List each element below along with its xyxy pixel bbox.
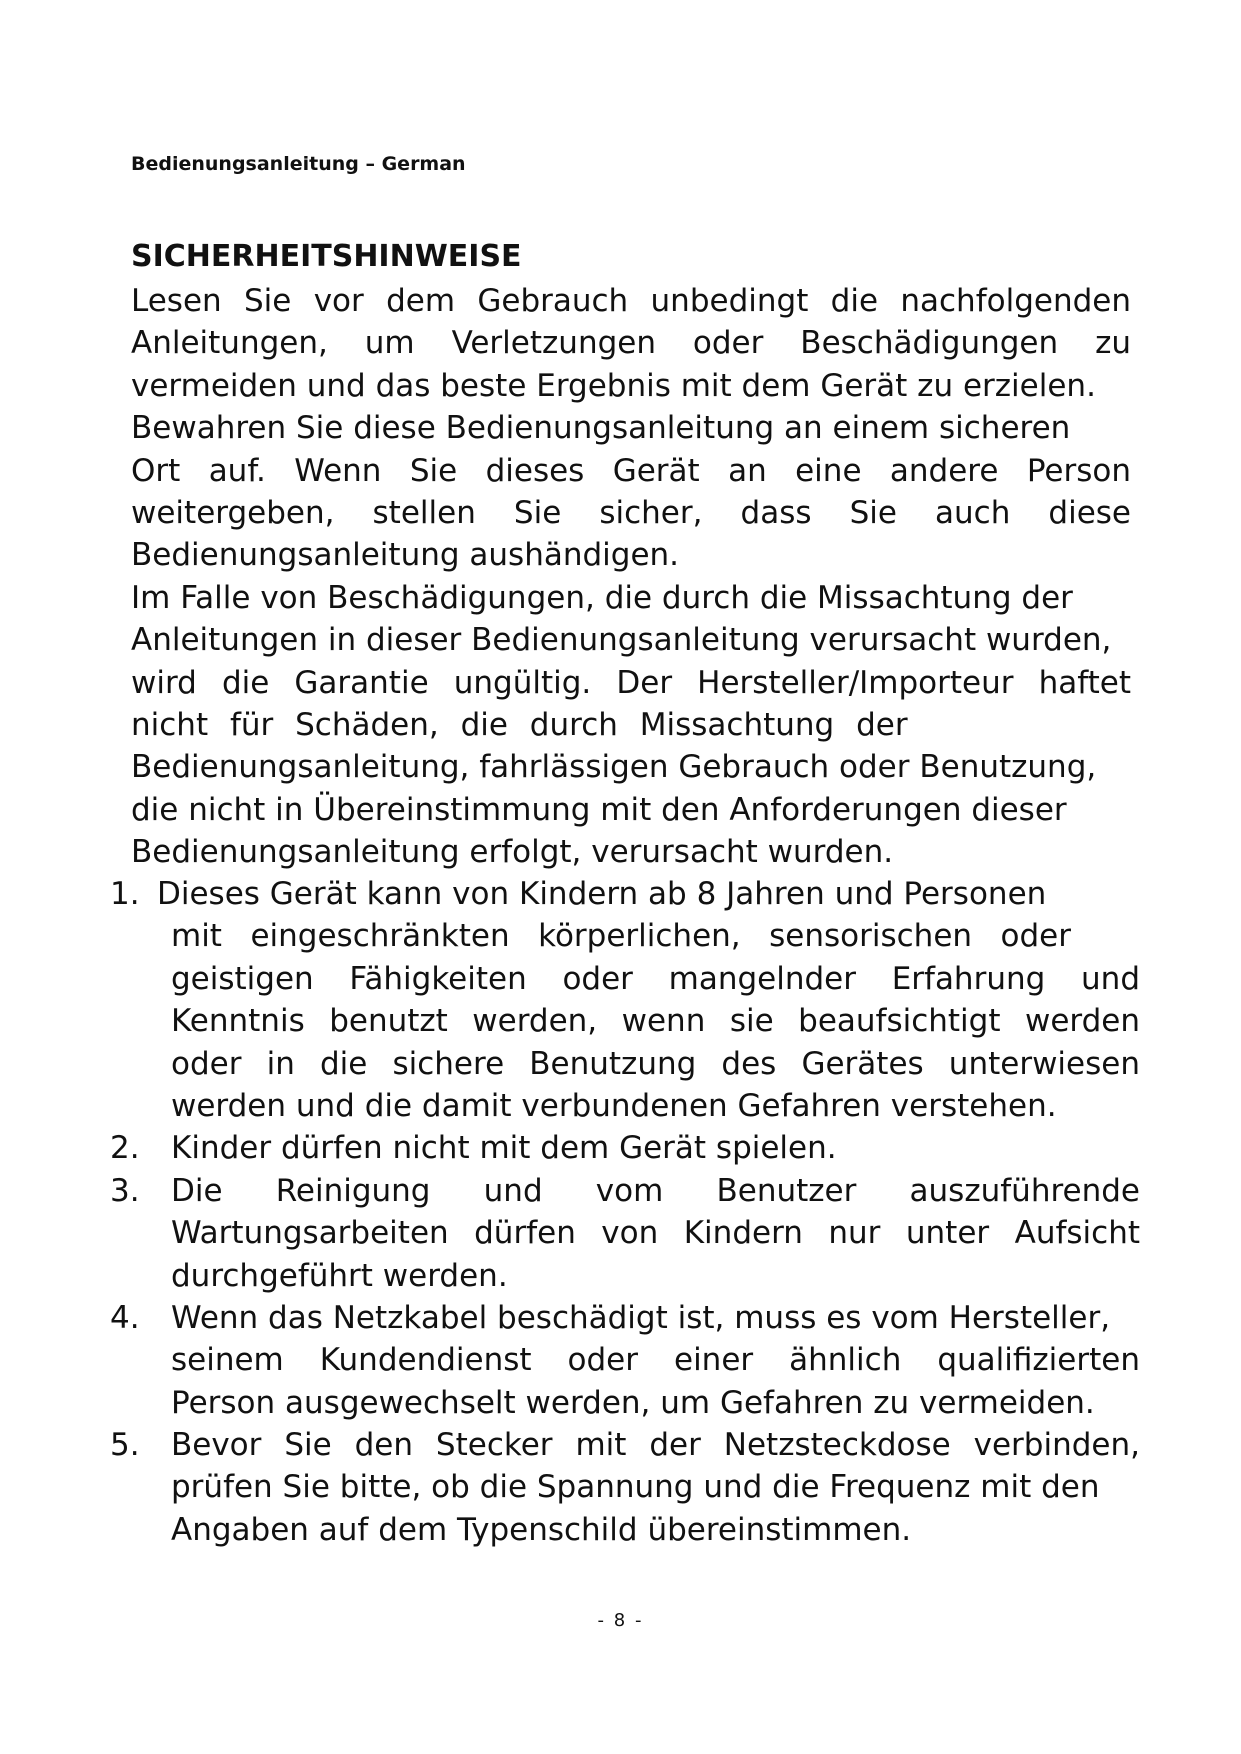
intro-line: nicht für Schäden, die durch Missachtung der bbox=[131, 706, 908, 743]
intro-line: Im Falle von Beschädigungen, die durch die Missachtung der bbox=[131, 579, 1073, 616]
list-item-line: geistigen Fähigkeiten oder mangelnder Erfahrung und bbox=[171, 960, 1140, 997]
list-item-line: prüfen Sie bitte, ob die Spannung und die Frequenz mit den bbox=[171, 1469, 1100, 1506]
list-item-line: mit eingeschränkten körperlichen, sensorischen oder bbox=[171, 918, 1071, 955]
intro-line: Bedienungsanleitung aushändigen. bbox=[131, 537, 680, 574]
list-item-line: Kenntnis benutzt werden, wenn sie beaufsichtigt werden bbox=[171, 1003, 1140, 1040]
list-item-number: 5. bbox=[110, 1427, 140, 1464]
list-item-line: Dieses Gerät kann von Kindern ab 8 Jahren und Personen bbox=[157, 876, 1047, 912]
document-header-label: Bedienungsanleitung – German bbox=[131, 153, 466, 175]
list-item-text bbox=[157, 873, 1140, 1127]
list-item-line: Wenn das Netzkabel beschädigt ist, muss es vom Hersteller, bbox=[171, 1299, 1111, 1336]
list-item-line: Die Reinigung und vom Benutzer auszuführende bbox=[171, 1172, 1140, 1209]
list-item-line: Angaben auf dem Typenschild übereinstimmen. bbox=[171, 1511, 912, 1548]
intro-line: Bewahren Sie diese Bedienungsanleitung an einem sicheren bbox=[131, 410, 1071, 447]
list-item-line: seinem Kundendienst oder einer ähnlich qualifizierten bbox=[171, 1342, 1140, 1379]
page-number: - 8 - bbox=[597, 1610, 644, 1631]
list-item bbox=[110, 1297, 1140, 1424]
list-item-number: 3. bbox=[110, 1172, 140, 1209]
section-title: SICHERHEITSHINWEISE bbox=[131, 239, 522, 274]
intro-line: vermeiden und das beste Ergebnis mit dem Gerät zu erzielen. bbox=[131, 367, 1096, 404]
list-item-line: Kinder dürfen nicht mit dem Gerät spielen. bbox=[171, 1130, 837, 1167]
list-item-line: Wartungsarbeiten dürfen von Kindern nur unter Aufsicht bbox=[171, 1215, 1140, 1252]
list-item bbox=[110, 1424, 1140, 1551]
list-item-text bbox=[171, 1424, 1140, 1551]
intro-line: Anleitungen in dieser Bedienungsanleitung verursacht wurden, bbox=[131, 622, 1112, 659]
list-item-text bbox=[171, 1127, 1140, 1169]
safety-instructions-list bbox=[110, 873, 1140, 1551]
list-item-line: oder in die sichere Benutzung des Gerätes unterwiesen bbox=[171, 1045, 1140, 1082]
intro-line: weitergeben, stellen Sie sicher, dass Sie auch diese bbox=[131, 494, 1131, 531]
intro-line: die nicht in Übereinstimmung mit den Anforderungen dieser bbox=[131, 791, 1067, 828]
list-item-text bbox=[171, 1297, 1140, 1424]
list-item-number: 2. bbox=[110, 1130, 140, 1167]
intro-line: Anleitungen, um Verletzungen oder Beschädigungen zu bbox=[131, 325, 1131, 362]
list-item-line: durchgeführt werden. bbox=[171, 1257, 508, 1294]
intro-paragraph bbox=[131, 280, 1131, 873]
list-item bbox=[110, 1127, 1140, 1169]
intro-line: Ort auf. Wenn Sie dieses Gerät an eine andere Person bbox=[131, 452, 1131, 489]
intro-line: wird die Garantie ungültig. Der Hersteller/Importeur haftet bbox=[131, 664, 1131, 701]
list-item-number: 4. bbox=[110, 1299, 140, 1336]
intro-line: Bedienungsanleitung, fahrlässigen Gebrauch oder Benutzung, bbox=[131, 749, 1097, 786]
intro-line: Bedienungsanleitung erfolgt, verursacht wurden. bbox=[131, 834, 894, 871]
list-item bbox=[110, 873, 1140, 1127]
intro-line: Lesen Sie vor dem Gebrauch unbedingt die nachfolgenden bbox=[131, 283, 1131, 319]
list-item-line: Bevor Sie den Stecker mit der Netzsteckdose verbinden, bbox=[171, 1427, 1140, 1464]
list-item-line: werden und die damit verbundenen Gefahren verstehen. bbox=[171, 1087, 1057, 1124]
list-item-text bbox=[171, 1170, 1140, 1297]
list-item bbox=[110, 1170, 1140, 1297]
list-item-line: Person ausgewechselt werden, um Gefahren zu vermeiden. bbox=[171, 1384, 1095, 1421]
list-item-number: 1. bbox=[110, 876, 140, 912]
